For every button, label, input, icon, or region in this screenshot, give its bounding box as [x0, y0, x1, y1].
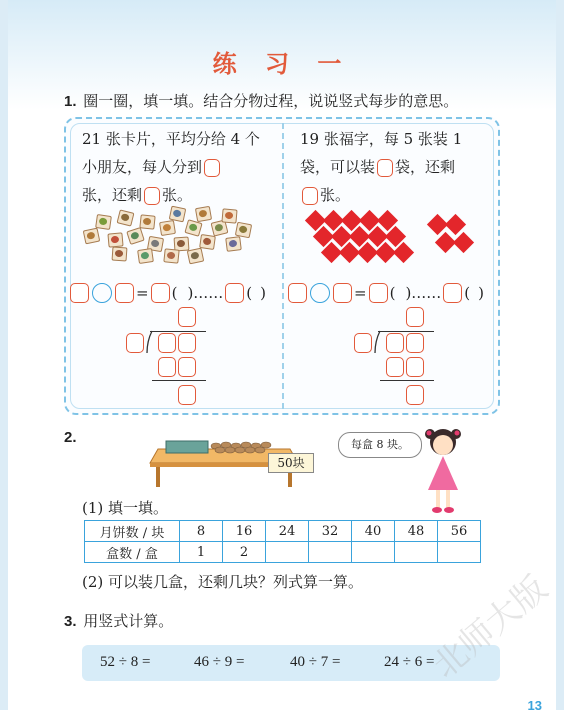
answer-box[interactable] — [70, 283, 89, 303]
cards-illustration — [82, 207, 252, 261]
calc-item: 46 ÷ 9 = — [194, 654, 245, 670]
answer-box[interactable] — [158, 333, 176, 353]
answer-box[interactable] — [354, 333, 372, 353]
table-cell[interactable]: 1 — [180, 542, 223, 563]
box-divider — [282, 123, 284, 409]
answer-box[interactable] — [204, 159, 220, 177]
remainder-dots: )…… — [405, 284, 442, 302]
fu-problem-text-2: 袋，还剩 — [395, 158, 456, 176]
remainder-label: ( — [464, 284, 471, 302]
fu-equation — [286, 283, 484, 303]
publisher-watermark: 北师大版 — [425, 568, 556, 687]
answer-box[interactable] — [302, 187, 318, 205]
answer-box[interactable] — [443, 283, 462, 303]
cards-problem-text-3: 张。 — [162, 186, 193, 204]
table-cell: 24 — [266, 521, 309, 542]
cards-problem — [82, 125, 272, 209]
remainder-dots: )…… — [187, 284, 224, 302]
division-bracket — [146, 329, 154, 355]
operator-circle[interactable] — [310, 283, 330, 303]
table-cell[interactable] — [395, 542, 438, 563]
table-cell[interactable] — [309, 542, 352, 563]
answer-box[interactable] — [115, 283, 134, 303]
question-3-number: 3. — [64, 613, 77, 630]
answer-box[interactable] — [369, 283, 388, 303]
question-3 — [64, 610, 173, 631]
page-edge-left — [0, 0, 8, 710]
question-3-text: 用竖式计算。 — [83, 612, 174, 630]
question-2-number: 2. — [64, 429, 77, 446]
answer-box[interactable] — [126, 333, 144, 353]
operator-circle[interactable] — [92, 283, 112, 303]
answer-box[interactable] — [406, 385, 424, 405]
remainder-close: ) — [478, 284, 485, 302]
fu-vertical-division — [350, 307, 440, 407]
table-cell: 16 — [223, 521, 266, 542]
table-cell[interactable] — [352, 542, 395, 563]
table-cell[interactable] — [266, 542, 309, 563]
calc-item: 24 ÷ 6 = — [384, 654, 435, 670]
answer-box[interactable] — [406, 357, 424, 377]
mooncake-table — [84, 520, 481, 563]
row-header: 月饼数 / 块 — [85, 521, 180, 542]
table-cell: 32 — [309, 521, 352, 542]
question-1-number: 1. — [64, 93, 77, 110]
page-number: 13 — [527, 698, 542, 713]
fu-problem-text-1: 19 张福字，每 5 张装 1 袋，可以装 — [300, 130, 463, 176]
answer-box[interactable] — [333, 283, 352, 303]
page-edge-right — [556, 0, 564, 710]
answer-box[interactable] — [178, 307, 196, 327]
cards-problem-text-1: 21 张卡片，平均分给 4 个小朋友，每人分到 — [82, 130, 260, 176]
table-row — [85, 521, 481, 542]
girl-illustration — [420, 424, 466, 516]
cards-equation — [68, 283, 266, 303]
q2-sub1: (1) 填一填。 — [82, 499, 169, 517]
answer-box[interactable] — [288, 283, 307, 303]
fu-illustration — [302, 209, 482, 265]
answer-box[interactable] — [386, 357, 404, 377]
answer-box[interactable] — [151, 283, 170, 303]
row-header: 盒数 / 盒 — [85, 542, 180, 563]
quotient-label: ( — [389, 284, 396, 302]
table-row — [85, 542, 481, 563]
cards-vertical-division — [122, 307, 212, 407]
answer-box[interactable] — [377, 159, 393, 177]
answer-box[interactable] — [386, 333, 404, 353]
q2-sub2: (2) 可以装几盒，还剩几块？列式算一算。 — [82, 573, 364, 591]
page-title: 练 习 一 — [212, 50, 352, 78]
table-cell: 8 — [180, 521, 223, 542]
remainder-close: ) — [260, 284, 267, 302]
quotient-label: ( — [171, 284, 178, 302]
table-cell[interactable]: 2 — [223, 542, 266, 563]
table-cell: 48 — [395, 521, 438, 542]
answer-box[interactable] — [158, 357, 176, 377]
answer-box[interactable] — [178, 357, 196, 377]
division-bracket — [374, 329, 382, 355]
question-1-text: 圈一圈，填一填。结合分物过程，说说竖式每步的意思。 — [83, 92, 459, 110]
calc-item: 52 ÷ 8 = — [100, 654, 151, 670]
answer-box[interactable] — [144, 187, 160, 205]
question-2 — [64, 428, 79, 446]
question-1 — [64, 90, 458, 111]
price-tag: 50块 — [268, 453, 314, 473]
calc-item: 40 ÷ 7 = — [290, 654, 341, 670]
question-1-box — [64, 117, 500, 415]
remainder-label: ( — [246, 284, 253, 302]
fu-problem — [300, 125, 490, 209]
answer-box[interactable] — [178, 385, 196, 405]
equals-sign: = — [136, 284, 149, 302]
table-cell: 40 — [352, 521, 395, 542]
table-cell: 56 — [438, 521, 481, 542]
answer-box[interactable] — [178, 333, 196, 353]
equals-sign: = — [354, 284, 367, 302]
answer-box[interactable] — [225, 283, 244, 303]
answer-box[interactable] — [406, 333, 424, 353]
answer-box[interactable] — [406, 307, 424, 327]
cards-problem-text-2: 张，还剩 — [82, 186, 143, 204]
fu-problem-text-3: 张。 — [320, 186, 351, 204]
speech-bubble: 每盒 8 块。 — [338, 432, 422, 458]
table-cell[interactable] — [438, 542, 481, 563]
